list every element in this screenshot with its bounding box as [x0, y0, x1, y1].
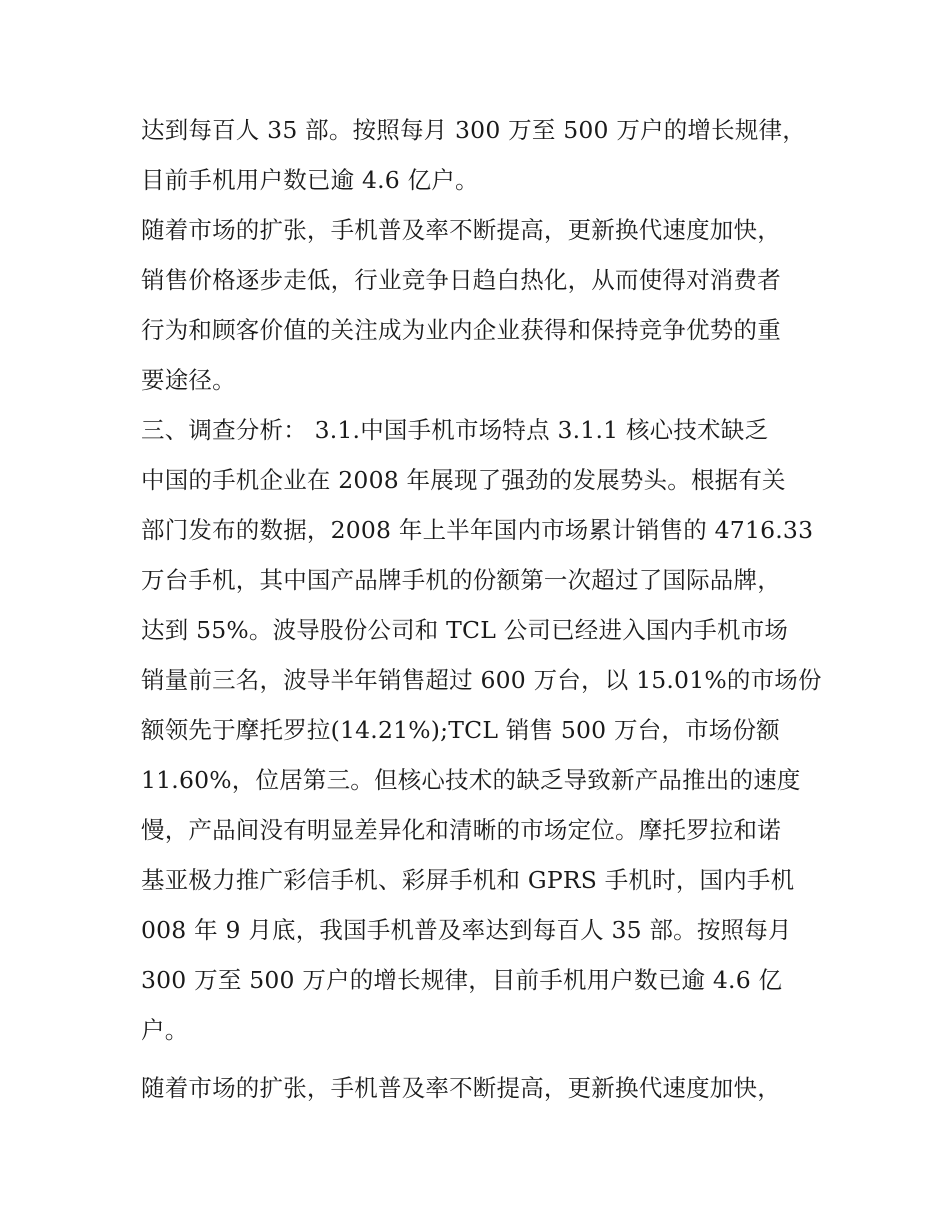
text-line: 目前手机用户数已逾 4.6 亿户。 [141, 166, 479, 194]
text-line: 008 年 9 月底，我国手机普及率达到每百人 35 部。按照每月 [141, 916, 792, 944]
text-line: 户。 [141, 1016, 189, 1044]
text-line: 随着市场的扩张，手机普及率不断提高，更新换代速度加快， [141, 216, 781, 244]
text-line: 部门发布的数据，2008 年上半年国内市场累计销售的 4716.33 [141, 516, 814, 544]
text-line: 基亚极力推广彩信手机、彩屏手机和 GPRS 手机时，国内手机 [141, 866, 795, 894]
section-heading: 三、调查分析： 3.1.中国手机市场特点 3.1.1 核心技术缺乏 [141, 416, 769, 444]
text-line: 300 万至 500 万户的增长规律，目前手机用户数已逾 4.6 亿 [141, 966, 783, 994]
text-line: 万台手机，其中国产品牌手机的份额第一次超过了国际品牌， [141, 566, 781, 594]
text-line: 随着市场的扩张，手机普及率不断提高，更新换代速度加快， [141, 1074, 781, 1102]
text-line: 销售价格逐步走低，行业竞争日趋白热化，从而使得对消费者 [141, 266, 781, 294]
text-line: 达到 55%。波导股份公司和 TCL 公司已经进入国内手机市场 [141, 616, 789, 644]
text-line: 慢，产品间没有明显差异化和清晰的市场定位。摩托罗拉和诺 [141, 816, 781, 844]
text-line: 行为和顾客价值的关注成为业内企业获得和保持竞争优势的重 [141, 316, 781, 344]
text-line: 销量前三名，波导半年销售超过 600 万台，以 15.01%的市场份 [141, 666, 822, 694]
text-line: 中国的手机企业在 2008 年展现了强劲的发展势头。根据有关 [141, 466, 786, 494]
text-line: 要途径。 [141, 366, 236, 394]
text-line: 额领先于摩托罗拉(14.21%);TCL 销售 500 万台，市场份额 [141, 716, 780, 744]
text-line: 达到每百人 35 部。按照每月 300 万至 500 万户的增长规律， [141, 116, 806, 144]
text-line: 11.60%，位居第三。但核心技术的缺乏导致新产品推出的速度 [141, 766, 801, 794]
